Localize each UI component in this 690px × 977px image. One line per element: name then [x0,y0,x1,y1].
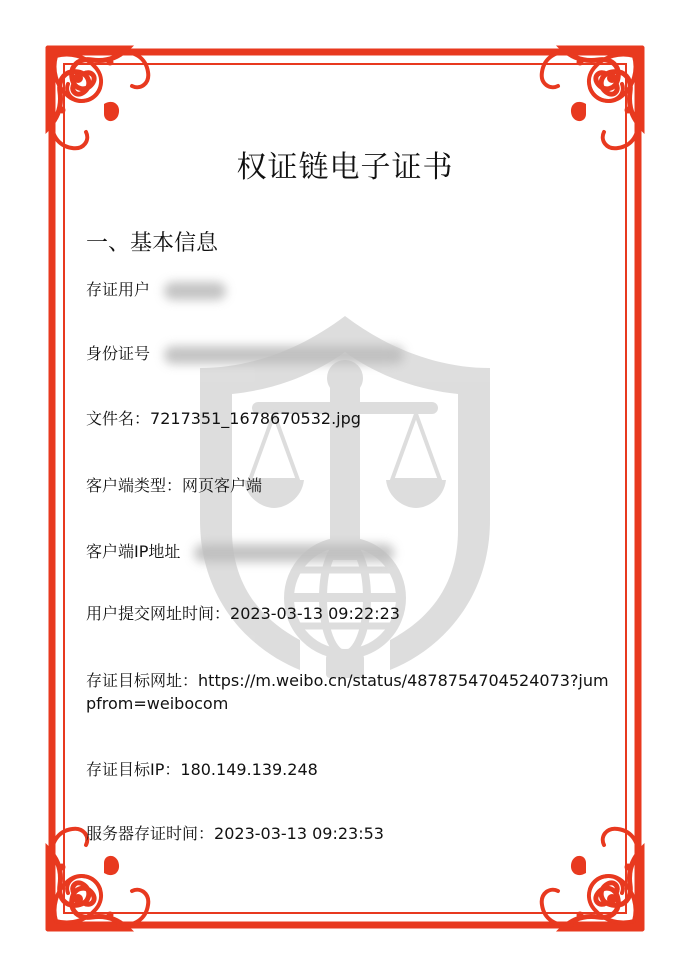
field-value: 7217351_1678670532.jpg [150,409,361,428]
field-user [86,278,616,301]
field-value: https://m.weibo.cn/status/4878754704524073?jumpfrom=weibocom [86,671,609,713]
field-label: 存证目标网址 [86,671,183,690]
field-label: 文件名 [86,409,135,428]
field-value: 2023-03-13 09:23:53 [214,824,384,843]
field-file-name [86,407,616,430]
field-value: 网页客户端 [182,476,263,495]
field-client-type [86,474,616,497]
field-label: 用户提交网址时间 [86,604,215,623]
field-target-ip [86,758,616,781]
field-submit-time [86,602,616,625]
field-label: 客户端类型 [86,476,167,495]
redacted-value [164,346,404,364]
section-title: 一、基本信息 [86,231,219,256]
field-label: 存证目标IP [86,760,165,779]
field-server-time [86,822,616,845]
field-separator: ： [182,671,199,690]
field-separator: ： [134,409,151,428]
field-separator: ： [198,824,215,843]
field-separator: ： [164,760,181,779]
field-separator: ： [214,604,231,623]
field-label: 身份证号 [86,344,151,363]
field-label: 存证用户 [86,280,151,299]
field-value: 2023-03-13 09:22:23 [230,604,400,623]
field-id-number [86,342,616,365]
field-target-url [86,669,616,715]
field-separator: ： [166,476,183,495]
redacted-value [194,544,394,562]
field-label: 客户端IP地址 [86,542,181,561]
field-client-ip [86,540,616,563]
redacted-value [164,282,226,300]
certificate-title: 权证链电子证书 [236,150,454,185]
field-label: 服务器存证时间 [86,824,199,843]
field-value: 180.149.139.248 [180,760,318,779]
